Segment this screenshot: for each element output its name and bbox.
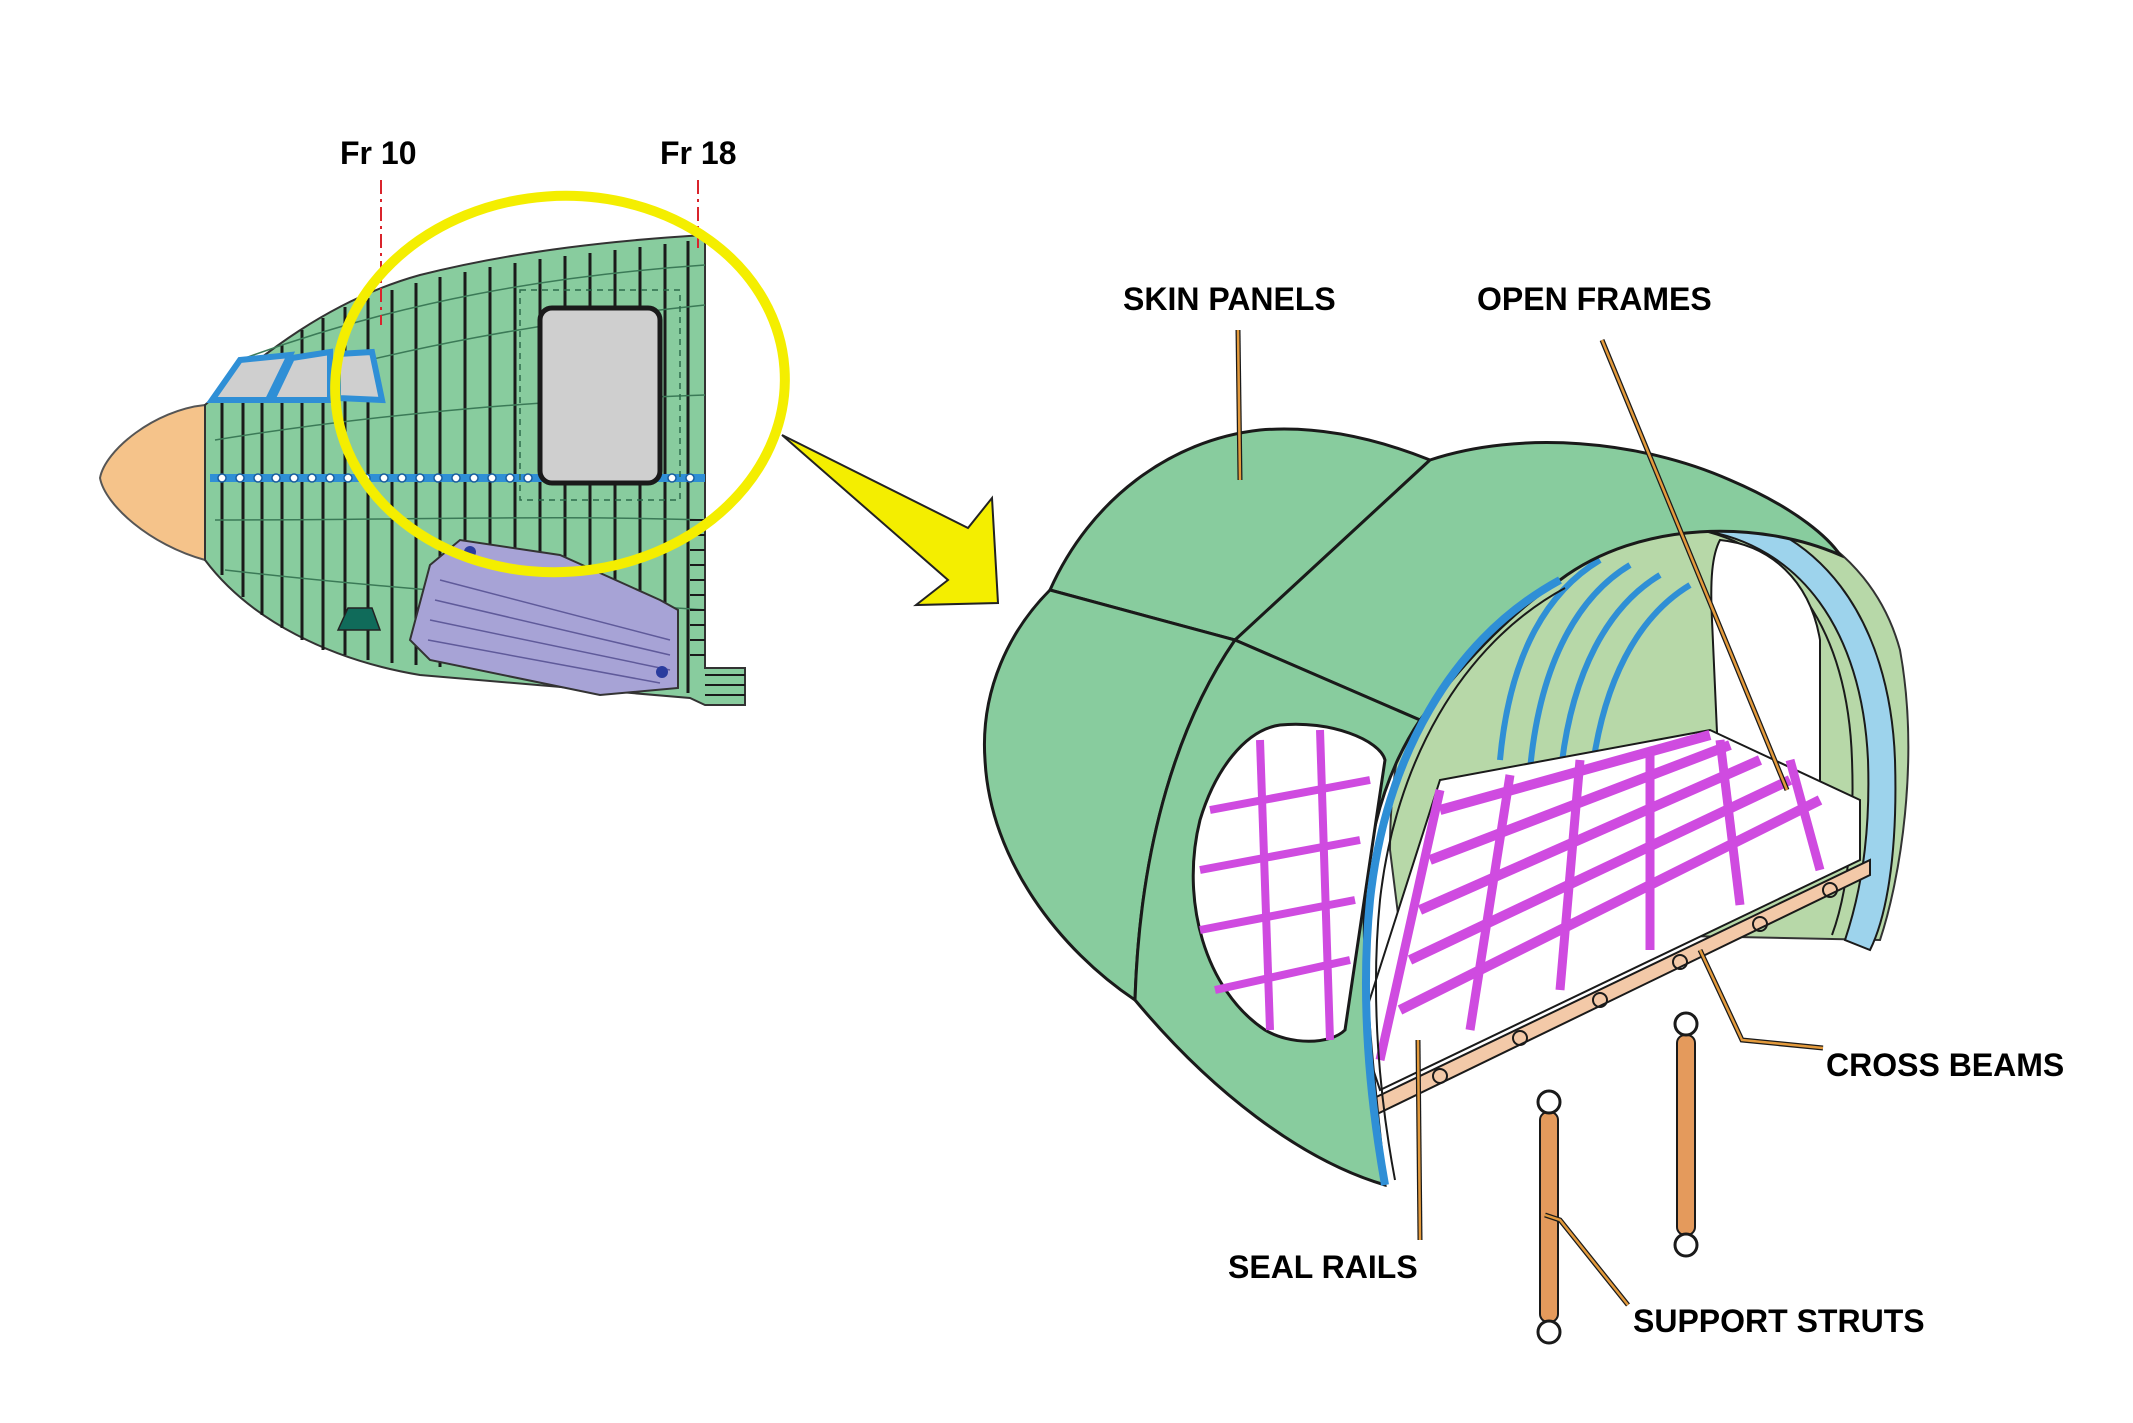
callout-cross-beams: CROSS BEAMS [1826, 1047, 2065, 1083]
support-strut-2 [1675, 1013, 1697, 1256]
cargo-door [540, 308, 660, 483]
arrow-right-icon [782, 435, 998, 605]
cockpit-windows [212, 352, 382, 400]
frame-label-fr10: Fr 10 [340, 135, 417, 171]
exploded-fuselage-section [984, 429, 1908, 1343]
gear-attach-point-aft [656, 666, 668, 678]
callout-seal-rails: SEAL RAILS [1228, 1249, 1418, 1285]
callout-skin-panels: SKIN PANELS [1123, 281, 1336, 317]
callout-open-frames: OPEN FRAMES [1477, 281, 1712, 317]
nose-section-side-view [100, 135, 798, 705]
radome [100, 405, 205, 560]
callout-support-struts: SUPPORT STRUTS [1633, 1303, 1925, 1339]
frame-label-fr18: Fr 18 [660, 135, 737, 171]
